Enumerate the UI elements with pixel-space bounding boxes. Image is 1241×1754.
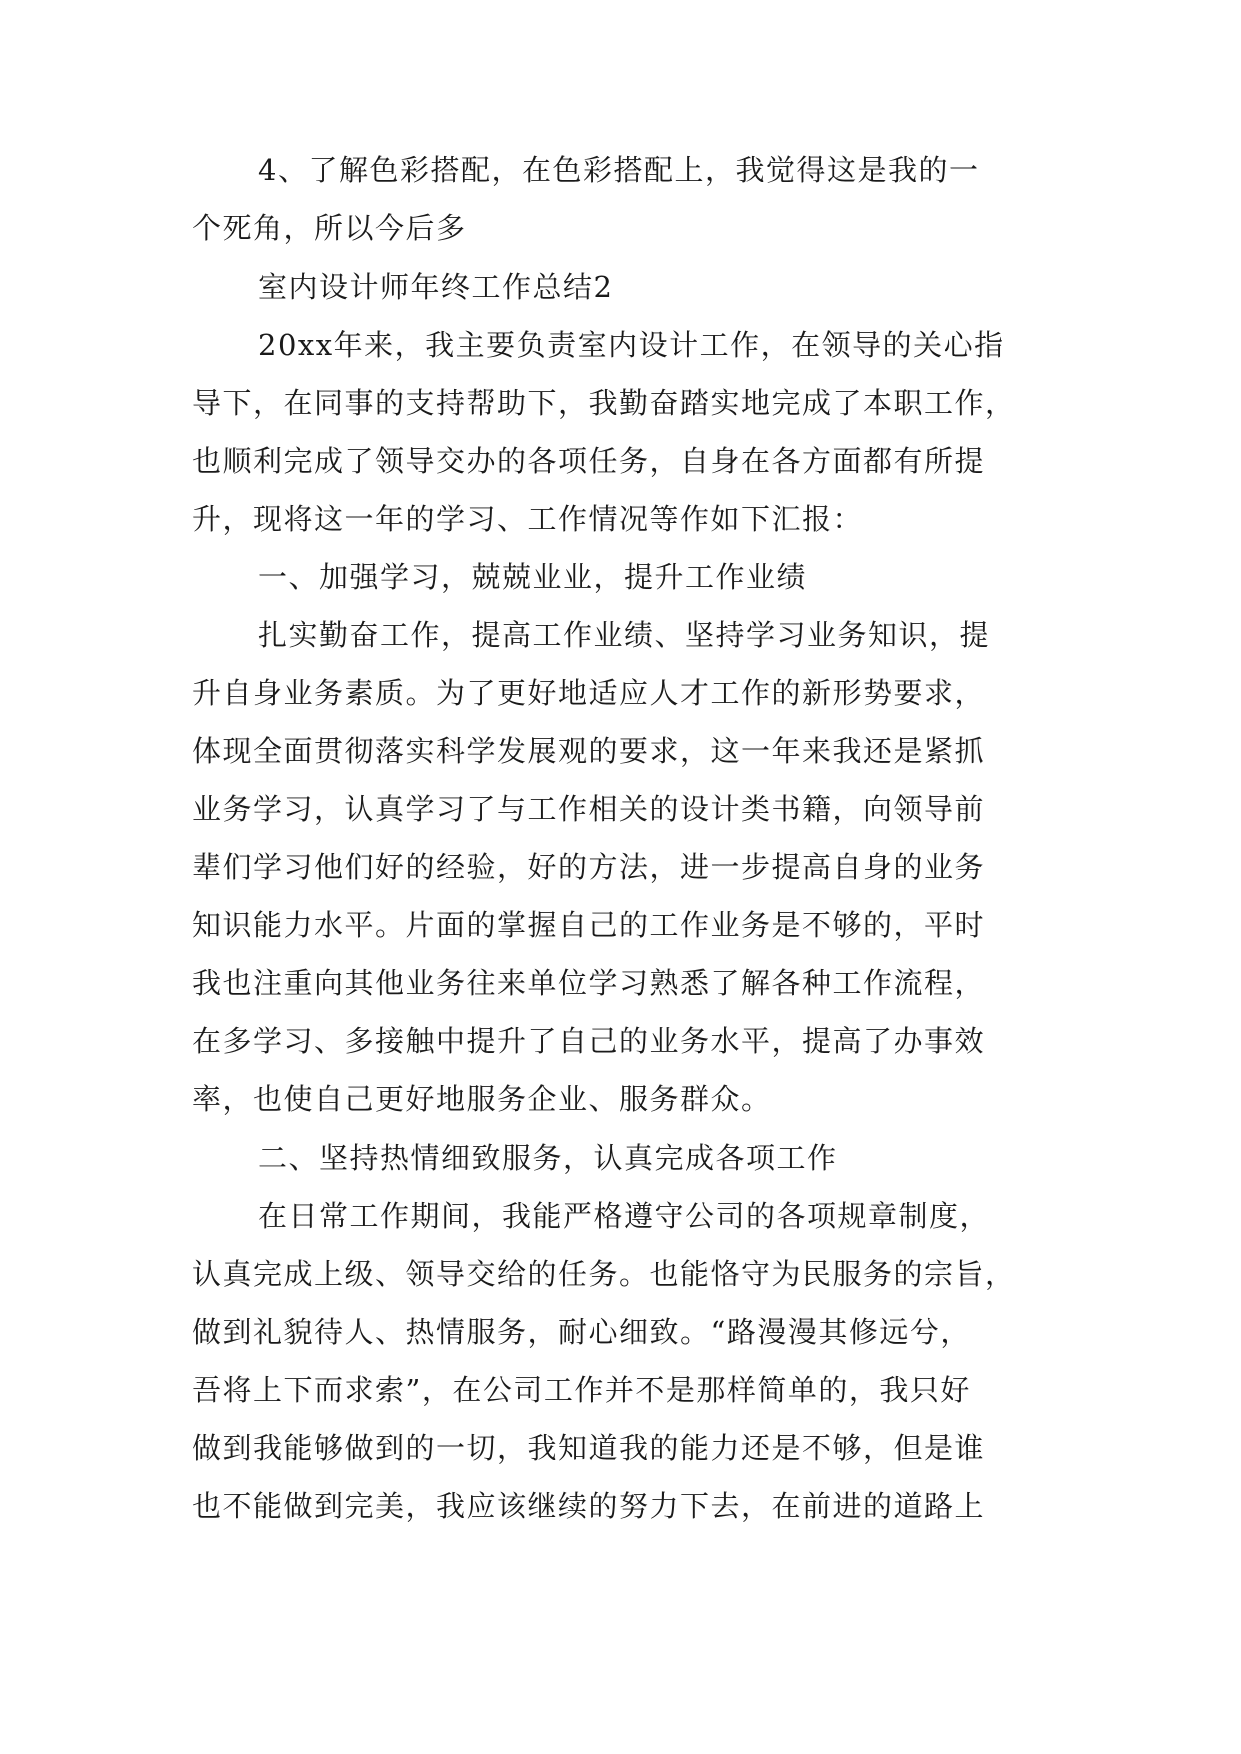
section-heading: 一、加强学习，兢兢业业，提升工作业绩 xyxy=(258,560,808,594)
paragraph-line: 做到我能够做到的一切，我知道我的能力还是不够，但是谁 xyxy=(192,1431,986,1465)
paragraph-line: 知识能力水平。片面的掌握自己的工作业务是不够的，平时 xyxy=(192,908,986,942)
paragraph-line: 在日常工作期间，我能严格遵守公司的各项规章制度， xyxy=(258,1199,991,1233)
paragraph-line: 业务学习，认真学习了与工作相关的设计类书籍，向领导前 xyxy=(192,792,986,826)
paragraph-line: 在多学习、多接触中提升了自己的业务水平，提高了办事效 xyxy=(192,1024,986,1058)
paragraph-line: 扎实勤奋工作，提高工作业绩、坚持学习业务知识，提 xyxy=(258,618,991,652)
paragraph-line: 认真完成上级、领导交给的任务。也能恪守为民服务的宗旨， xyxy=(192,1257,1016,1291)
paragraph-line: 升自身业务素质。为了更好地适应人才工作的新形势要求， xyxy=(192,676,986,710)
paragraph-line: 做到礼貌待人、热情服务，耐心细致。“路漫漫其修远兮， xyxy=(192,1315,971,1349)
paragraph-line: 率，也使自己更好地服务企业、服务群众。 xyxy=(192,1082,772,1116)
paragraph-line: 个死角，所以今后多 xyxy=(192,211,467,245)
paragraph-line: 辈们学习他们好的经验，好的方法，进一步提高自身的业务 xyxy=(192,850,986,884)
paragraph-line: 导下，在同事的支持帮助下，我勤奋踏实地完成了本职工作， xyxy=(192,386,1016,420)
paragraph-line: 体现全面贯彻落实科学发展观的要求，这一年来我还是紧抓 xyxy=(192,734,986,768)
paragraph-line: 吾将上下而求索”，在公司工作并不是那样简单的，我只好 xyxy=(192,1373,971,1407)
paragraph-line: 4、了解色彩搭配，在色彩搭配上，我觉得这是我的一 xyxy=(258,153,980,187)
section-title: 室内设计师年终工作总结2 xyxy=(258,270,614,304)
section-heading: 二、坚持热情细致服务，认真完成各项工作 xyxy=(258,1141,838,1175)
paragraph-line: 也不能做到完美，我应该继续的努力下去，在前进的道路上 xyxy=(192,1489,986,1523)
paragraph-line: 我也注重向其他业务往来单位学习熟悉了解各种工作流程， xyxy=(192,966,986,1000)
paragraph-line: 20xx年来，我主要负责室内设计工作，在领导的关心指 xyxy=(258,328,1005,362)
paragraph-line: 升，现将这一年的学习、工作情况等作如下汇报： xyxy=(192,502,864,536)
paragraph-line: 也顺利完成了领导交办的各项任务，自身在各方面都有所提 xyxy=(192,444,986,478)
